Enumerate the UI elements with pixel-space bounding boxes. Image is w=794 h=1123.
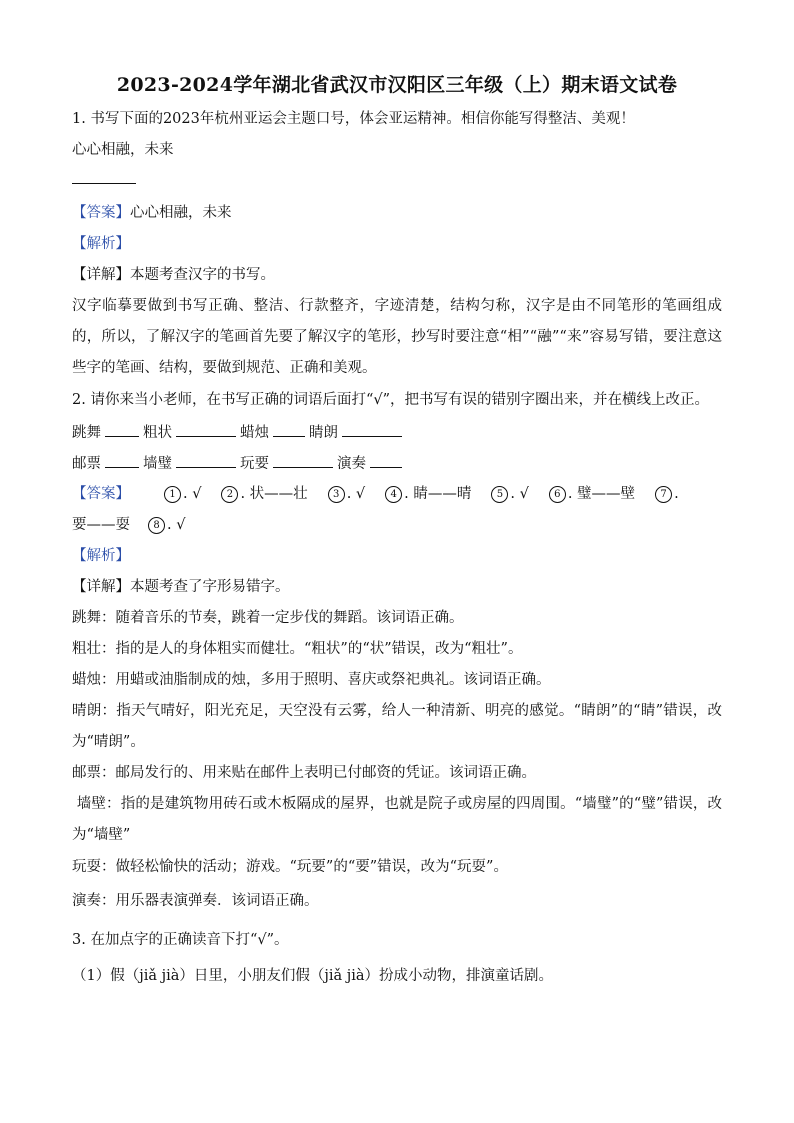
answer-item: [164, 484, 201, 504]
answer-item: [655, 484, 679, 504]
q1-explanation: 汉字临摹要做到书写正确、整洁、行款整齐，字迹清楚，结构匀称，汉字是由不同笔形的笔画组成的，所以，了解汉字的笔画首先要了解汉字的笔形，抄写时要注意“相”“融”“来”容易写错，要注意这些字的笔画、结构，要做到规范、正确和美观。: [72, 298, 722, 376]
q2-answer-line-2: [72, 515, 205, 535]
q1-analysis-tag: [72, 234, 130, 254]
circled-number: 5: [491, 486, 508, 503]
q2-explanation-3: 蜡烛：用蜡或油脂制成的烛，多用于照明、喜庆或祭祀典礼。该词语正确。: [72, 672, 551, 688]
answer-item: [148, 515, 185, 535]
q2-explanation-6: 墙壁：指的是建筑物用砖石或木板隔成的屋界，也就是院子或房屋的四周围。“墙璧”的“璧”错误，改为“墙壁”: [72, 796, 723, 843]
detail-text: 本题考查了字形易错字。: [130, 579, 290, 595]
answer-blank[interactable]: [105, 422, 139, 437]
word-item: 玩要: [240, 456, 269, 472]
q2-explanation-2: 粗壮：指的是人的身体粗实而健壮。“粗状”的“状”错误，改为“粗壮”。: [72, 641, 523, 657]
answer-blank[interactable]: [273, 422, 305, 437]
answer-item-text: . √: [167, 517, 186, 533]
answer-item-text: .: [674, 486, 679, 502]
q3-question: 3. 在加点字的正确读音下打“√”。: [72, 932, 289, 948]
q2-analysis-tag: [72, 546, 130, 566]
answer-tag: 【答案】: [72, 205, 130, 221]
q1-detail: [72, 265, 275, 285]
answer-tag: 【答案】: [72, 486, 130, 502]
answer-item-text: . 睛——晴: [404, 486, 472, 502]
page-title: 2023-2024学年湖北省武汉市汉阳区三年级（上）期末语文试卷: [116, 74, 678, 96]
answer-item-text: . 状——壮: [240, 486, 308, 502]
answer-blank[interactable]: [370, 453, 402, 468]
answer-blank[interactable]: [176, 422, 236, 437]
q2-explanation-1: 跳舞：随着音乐的节奏，跳着一定步伐的舞蹈。该词语正确。: [72, 610, 464, 626]
q1-answer: [72, 203, 232, 223]
detail-text: 本题考查汉字的书写。: [130, 267, 275, 283]
q2-word-row-1: [72, 422, 406, 443]
q2-explanation-4: 晴朗：指天气晴好，阳光充足，天空没有云雾，给人一种清新、明亮的感觉。“睛朗”的“睛”错误，改为“晴朗”。: [72, 703, 722, 750]
circled-number: 3: [328, 486, 345, 503]
analysis-tag: 【解析】: [72, 548, 130, 564]
q2-answer-line-1: [72, 484, 679, 504]
answer-item-text: . √: [183, 486, 202, 502]
answer-item-text: . √: [510, 486, 529, 502]
q1-slogan: 心心相融，未来: [72, 142, 174, 158]
word-item: 演奏: [337, 456, 366, 472]
q2-question: 2. 请你来当小老师，在书写正确的词语后面打“√”，把书写有误的错别字圈出来，并在横线上改正。: [72, 392, 710, 408]
q2-explanation-8: 演奏：用乐器表演弹奏．该词语正确。: [72, 893, 319, 909]
circled-number: 1: [164, 486, 181, 503]
word-item: 粗状: [143, 425, 172, 441]
q1-answer-blank: [72, 183, 136, 184]
word-item: 跳舞: [72, 425, 101, 441]
word-item: 邮票: [72, 456, 101, 472]
q2-explanation-5: 邮票：邮局发行的、用来贴在邮件上表明已付邮资的凭证。该词语正确。: [72, 765, 536, 781]
answer-item: [385, 484, 471, 504]
circled-number: 2: [221, 486, 238, 503]
answer-text: 心心相融，未来: [130, 205, 232, 221]
q2-detail: [72, 577, 290, 597]
word-item: 蜡烛: [240, 425, 269, 441]
circled-number: 8: [148, 517, 165, 534]
answer-blank[interactable]: [176, 453, 236, 468]
detail-tag: 【详解】: [72, 267, 130, 283]
circled-number: 4: [385, 486, 402, 503]
answer-item: [549, 484, 635, 504]
circled-number: 7: [655, 486, 672, 503]
answer-item: [221, 484, 307, 504]
word-item: 墙璧: [143, 456, 172, 472]
analysis-tag: 【解析】: [72, 236, 130, 252]
answer-item-text: . √: [346, 486, 366, 502]
word-item: 睛朗: [309, 425, 338, 441]
q2-explanation-7: 玩耍：做轻松愉快的活动；游戏。“玩要”的“要”错误，改为“玩耍”。: [72, 859, 508, 875]
answer-blank[interactable]: [342, 422, 402, 437]
answer-item-text: . 璧——壁: [567, 486, 636, 502]
circled-number: 6: [549, 486, 566, 503]
answer-continuation: 要——耍: [72, 517, 130, 533]
detail-tag: 【详解】: [72, 579, 130, 595]
q3-subquestion-1: （1）假（jiǎ jià）日里，小朋友们假（jiǎ jià）扮成小动物，排演童话剧。: [72, 968, 554, 984]
answer-blank[interactable]: [105, 453, 139, 468]
answer-blank[interactable]: [273, 453, 333, 468]
q1-question: 1. 书写下面的2023年杭州亚运会主题口号，体会亚运精神。相信你能写得整洁、美观！: [72, 111, 635, 127]
answer-item: [328, 484, 365, 504]
q2-word-row-2: [72, 453, 406, 474]
answer-item: [491, 484, 528, 504]
